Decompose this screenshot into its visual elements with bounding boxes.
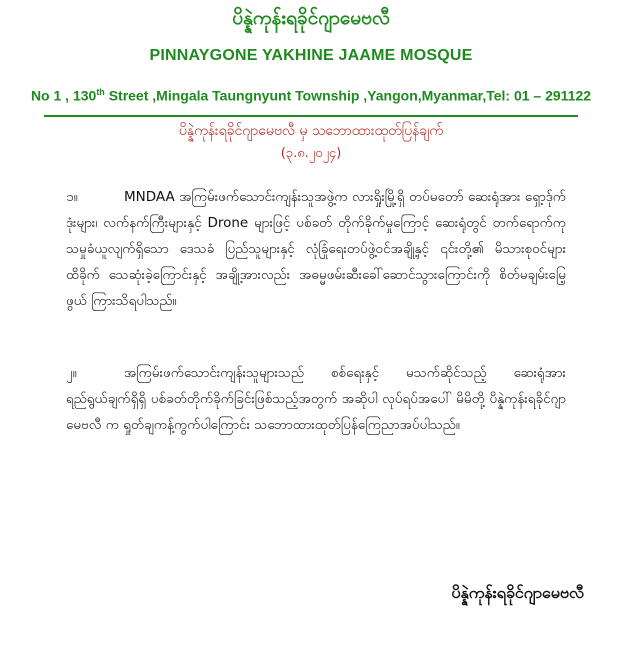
mosque-name-english: PINNAYGONE YAKHINE JAAME MOSQUE [149, 47, 473, 64]
address-superscript: th [96, 87, 105, 97]
paragraph-1-number: ၁။ [66, 189, 78, 205]
document-title: ပိန္နဲကုန်းရခိုင်ဂျာမေဗလီ မှ သဘောထားထုတ်ပြန်ချက် [178, 123, 444, 139]
paragraph-1 [66, 184, 566, 314]
address-part-1: No 1 , 130 [30, 87, 97, 104]
mosque-name-myanmar: ပိန္နဲကုန်းရခိုင်ဂျာမေဗလီ [232, 7, 390, 29]
paragraph-2-text: အကြမ်းဖက်သောင်းကျန်းသူများသည် စစ်ရေးနှင့် မသက်ဆိုင်သည့် ဆေးရုံအား ရည်ရွယ်ချက်ရှိရှိ ပစ်ခတ်တိုက်ခိုက်ခြင်းဖြစ်သည့်အတွက် အဆိုပါ လုပ်ရပ်အပေါ် မိမိတို့ ပိန္နဲကုန်းရခိုင်ဂျာမေဗလီ က ရှုတ်ချကန့်ကွက်ပါကြောင်း သဘောထားထုတ်ပြန်ကြေညာအပ်ပါသည်။ [66, 365, 566, 433]
paragraph-2 [66, 360, 566, 438]
document-date: (၃.၈.၂၀၂၄) [280, 146, 342, 161]
letterhead-divider [44, 115, 578, 117]
signature-block: ပိန္နဲကုန်းရခိုင်ဂျာမေဗလီ [451, 583, 584, 602]
paragraph-1-text: MNDAA အကြမ်းဖက်သောင်းကျန်းသူအဖွဲ့က လားရှိုးမြို့ရှိ တပ်မတော် ဆေးရုံအား ရှော့ဒ်ုက်ဒုံးများ၊ လက်နက်ကြီးများနှင့် Drone များဖြင့် ပစ်ခတ် တိုက်ခိုက်မှုကြောင့် ဆေးရုံတွင် တက်ရောက်ကုသမှုခံယူလျက်ရှိသော ဒေသခံ ပြည်သူများနှင့် လုံခြုံရေးတပ်ဖွဲ့ဝင်အချို့နှင့် ၎င်းတို့၏ မိသားစုဝင်များ ထိခိုက် သေဆုံးခဲ့ကြောင်းနှင့် အချို့အားလည်း အဓမ္မဖမ်းဆီးခေါ်ဆောင်သွားကြောင်းကို စိတ်မချမ်းမြေ့ဖွယ် ကြားသိရပါသည်။ [66, 189, 566, 309]
mosque-address [0, 87, 622, 104]
paragraph-2-number: ၂။ [66, 365, 77, 381]
address-part-2: Street ,Mingala Taungnyunt Township ,Yangon,Myanmar,Tel: 01 – 291122 [104, 87, 592, 104]
